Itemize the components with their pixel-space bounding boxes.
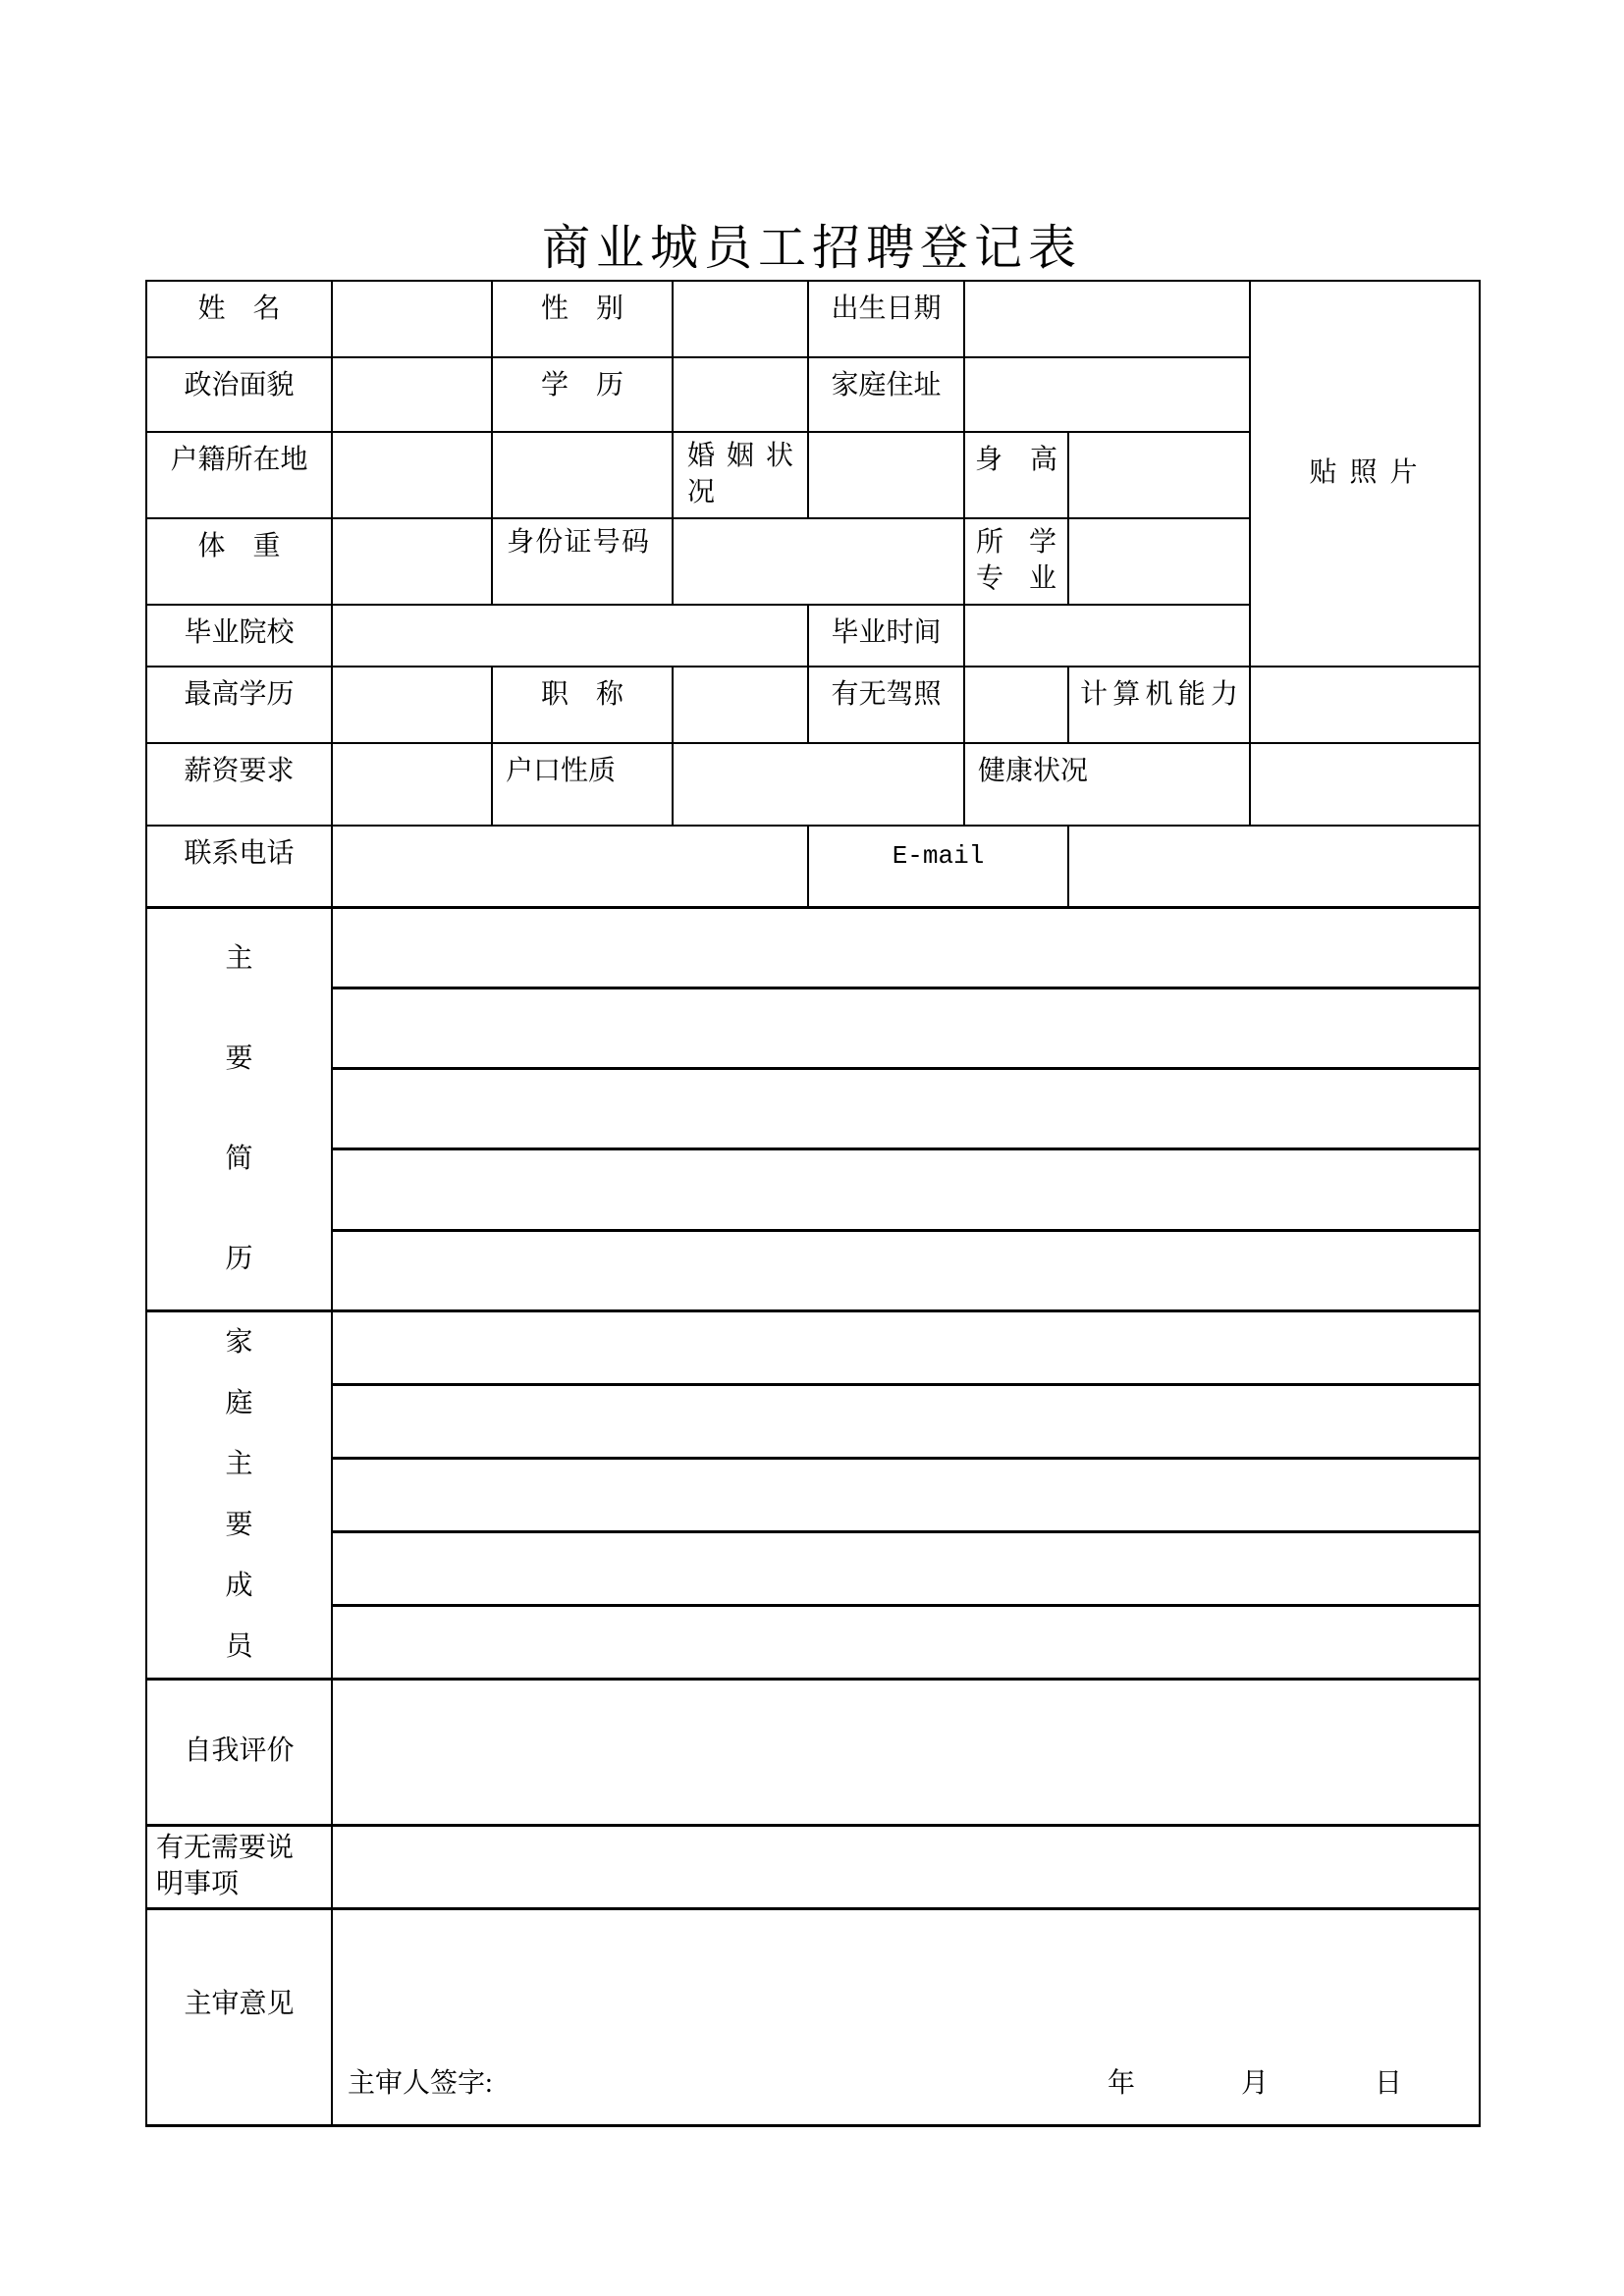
resume-row-3[interactable] — [332, 1069, 1480, 1149]
resume-row-4[interactable] — [332, 1149, 1480, 1230]
field-label-weight: 体 重 — [146, 518, 332, 605]
field-value-highest-education[interactable] — [332, 667, 492, 743]
section-label-reviewer: 主审意见 — [146, 1908, 332, 2125]
resume-row-5[interactable] — [332, 1230, 1480, 1310]
field-value-political-status[interactable] — [332, 357, 492, 432]
field-label-contact-phone: 联系电话 — [146, 826, 332, 908]
section-label-self-evaluation: 自我评价 — [146, 1679, 332, 1825]
registration-form-table — [145, 280, 1481, 2127]
field-value-salary-requirement[interactable] — [332, 743, 492, 826]
field-value-birth-date[interactable] — [964, 281, 1250, 357]
family-vertical-label: 家 庭 主 要 成 员 — [225, 1326, 253, 1662]
family-row-2[interactable] — [332, 1384, 1480, 1458]
form-title: 商业城员工招聘登记表 — [541, 221, 1082, 275]
family-row-3[interactable] — [332, 1458, 1480, 1531]
reviewer-comment-area[interactable] — [332, 1908, 1480, 2125]
field-value-marital-status[interactable] — [808, 432, 964, 518]
signature-row — [348, 2066, 1402, 2103]
field-label-name: 姓 名 — [146, 281, 332, 357]
field-label-birth-date: 出生日期 — [808, 281, 964, 357]
resume-vertical-label: 主 要 简 历 — [225, 942, 253, 1274]
field-value-health-status[interactable] — [1250, 743, 1480, 826]
section-label-remarks: 有无需要说明事项 — [146, 1825, 332, 1908]
field-value-major[interactable] — [1068, 518, 1250, 605]
field-label-job-title: 职 称 — [492, 667, 673, 743]
self-evaluation-area[interactable] — [332, 1679, 1480, 1825]
field-label-major: 所学专业 — [964, 518, 1068, 605]
field-label-household-registration: 户籍所在地 — [146, 432, 332, 518]
field-label-email: E-mail — [808, 826, 1068, 908]
field-value-gender[interactable] — [673, 281, 808, 357]
field-value-home-address[interactable] — [964, 357, 1250, 432]
field-value-name[interactable] — [332, 281, 492, 357]
field-value-household-type[interactable] — [673, 743, 964, 826]
photo-area[interactable]: 贴照片 — [1250, 281, 1480, 667]
field-value-education[interactable] — [673, 357, 808, 432]
field-value-id-card-number[interactable] — [673, 518, 964, 605]
field-label-home-address: 家庭住址 — [808, 357, 964, 432]
field-label-household-type: 户口性质 — [492, 743, 673, 826]
field-label-political-status: 政治面貌 — [146, 357, 332, 432]
resume-row-1[interactable] — [332, 907, 1480, 988]
field-label-marital-status: 婚姻状况 — [673, 432, 808, 518]
field-label-health-status: 健康状况 — [964, 743, 1250, 826]
section-label-family — [146, 1310, 332, 1679]
family-row-4[interactable] — [332, 1531, 1480, 1605]
field-label-gender: 性 别 — [492, 281, 673, 357]
field-value-email[interactable] — [1068, 826, 1480, 908]
section-label-resume — [146, 907, 332, 1310]
field-label-graduate-school: 毕业院校 — [146, 605, 332, 667]
field-label-id-card-number: 身份证号码 — [492, 518, 673, 605]
field-value-contact-phone[interactable] — [332, 826, 808, 908]
resume-row-2[interactable] — [332, 988, 1480, 1069]
field-value-computer-skills[interactable] — [1250, 667, 1480, 743]
field-label-height: 身 高 — [964, 432, 1068, 518]
date-blanks — [1108, 2066, 1402, 2103]
reviewer-signature-label: 主审人签字: — [348, 2067, 493, 2099]
field-value-drivers-license[interactable] — [964, 667, 1068, 743]
month-label: 月 — [1240, 2067, 1269, 2099]
field-label-salary-requirement: 薪资要求 — [146, 743, 332, 826]
remarks-area[interactable] — [332, 1825, 1480, 1908]
field-label-education: 学 历 — [492, 357, 673, 432]
field-label-computer-skills: 计算机能力 — [1068, 667, 1250, 743]
field-value-weight[interactable] — [332, 518, 492, 605]
field-label-graduation-date: 毕业时间 — [808, 605, 964, 667]
field-value-job-title[interactable] — [673, 667, 808, 743]
day-label: 日 — [1374, 2067, 1402, 2099]
family-row-1[interactable] — [332, 1310, 1480, 1384]
field-value-graduate-school[interactable] — [332, 605, 808, 667]
field-label-drivers-license: 有无驾照 — [808, 667, 964, 743]
year-label: 年 — [1107, 2067, 1135, 2099]
field-value-height[interactable] — [1068, 432, 1250, 518]
field-value-household-registration[interactable] — [332, 432, 492, 518]
field-value-graduation-date[interactable] — [964, 605, 1250, 667]
field-label-highest-education: 最高学历 — [146, 667, 332, 743]
family-row-5[interactable] — [332, 1605, 1480, 1679]
field-value-household-registration-2[interactable] — [492, 432, 673, 518]
